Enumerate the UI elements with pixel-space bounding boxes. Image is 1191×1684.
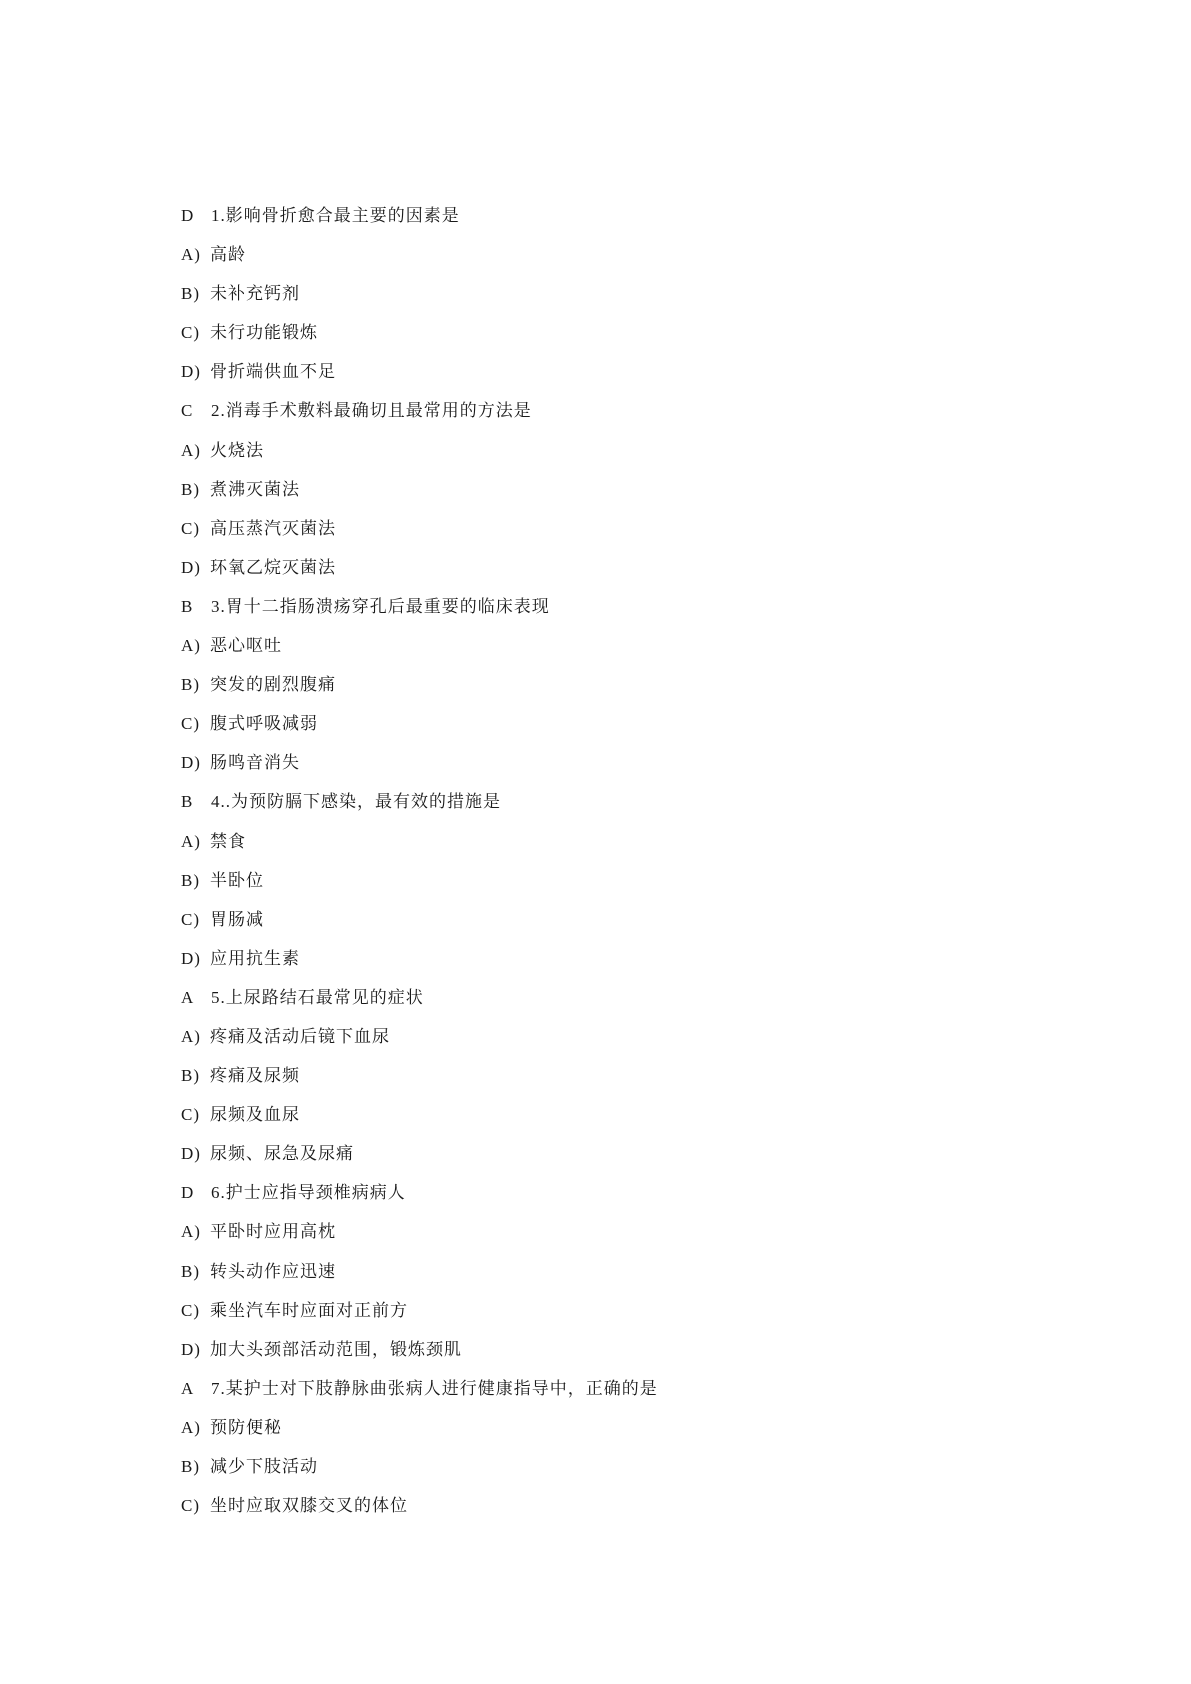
option-letter: D): [181, 557, 201, 577]
answer-key: D: [181, 206, 195, 225]
option-letter: D): [181, 362, 201, 382]
option-text: 疼痛及活动后镜下血尿: [210, 1026, 390, 1046]
option-text: 高压蒸汽灭菌法: [210, 518, 336, 538]
question-stem: [181, 587, 1081, 626]
option-text: 腹式呼吸减弱: [210, 714, 318, 734]
option-text: 未补充钙剂: [210, 284, 300, 304]
option-a: [181, 235, 1081, 274]
option-b: [181, 470, 1081, 509]
option-text: 肠鸣音消失: [210, 753, 300, 773]
option-b: [181, 1447, 1081, 1486]
option-text: 平卧时应用高枕: [210, 1222, 336, 1242]
question-stem: [181, 1369, 1081, 1408]
option-b: [181, 274, 1081, 313]
option-b: [181, 861, 1081, 900]
option-text: 火烧法: [210, 440, 264, 460]
option-a: [181, 1017, 1081, 1056]
question-stem: [181, 391, 1081, 430]
option-letter: C): [181, 1300, 200, 1320]
question-stem: [181, 978, 1081, 1017]
option-c: [181, 704, 1081, 743]
option-c: [181, 1486, 1081, 1525]
question-stem: [181, 782, 1081, 821]
option-b: [181, 665, 1081, 704]
question-text: 7.某护士对下肢静脉曲张病人进行健康指导中，正确的是: [211, 1378, 658, 1398]
option-letter: B): [181, 675, 200, 695]
option-letter: D): [181, 1339, 201, 1359]
option-text: 骨折端供血不足: [210, 362, 336, 382]
option-text: 尿频、尿急及尿痛: [210, 1144, 354, 1164]
option-b: [181, 1252, 1081, 1291]
option-d: [181, 352, 1081, 391]
option-text: 减少下肢活动: [210, 1457, 318, 1476]
option-c: [181, 900, 1081, 939]
question-text: 3.胃十二指肠溃疡穿孔后最重要的临床表现: [211, 596, 550, 616]
option-letter: A): [181, 636, 201, 656]
option-letter: A): [181, 1417, 201, 1437]
option-letter: A): [181, 440, 201, 460]
answer-key: C: [181, 401, 194, 421]
option-letter: C): [181, 323, 200, 343]
option-letter: C): [181, 714, 200, 734]
answer-key: B: [181, 596, 194, 616]
option-text: 尿频及血尿: [210, 1105, 300, 1125]
option-b: [181, 1056, 1081, 1095]
option-text: 高龄: [210, 245, 246, 265]
option-text: 应用抗生素: [210, 948, 300, 968]
question-text: 5.上尿路结石最常见的症状: [211, 987, 424, 1007]
answer-key: D: [181, 1183, 195, 1203]
option-text: 疼痛及尿频: [210, 1066, 300, 1086]
option-letter: B): [181, 1066, 200, 1086]
option-c: [181, 313, 1081, 352]
question-stem: [181, 1173, 1081, 1212]
option-text: 胃肠减: [210, 909, 264, 929]
option-letter: A): [181, 245, 201, 265]
answer-key: A: [181, 987, 195, 1007]
option-text: 煮沸灭菌法: [210, 479, 300, 499]
option-letter: B): [181, 1457, 200, 1476]
option-text: 预防便秘: [210, 1417, 282, 1437]
option-letter: A): [181, 1222, 201, 1242]
option-text: 乘坐汽车时应面对正前方: [210, 1300, 408, 1320]
option-letter: C): [181, 518, 200, 538]
option-c: [181, 509, 1081, 548]
option-a: [181, 1212, 1081, 1251]
question-stem: [181, 196, 1081, 235]
option-text: 未行功能锻炼: [210, 323, 318, 343]
option-letter: D): [181, 948, 201, 968]
option-letter: A): [181, 1026, 201, 1046]
question-text: 4..为预防膈下感染，最有效的措施是: [211, 792, 501, 812]
option-a: [181, 822, 1081, 861]
option-letter: C): [181, 909, 200, 929]
option-a: [181, 431, 1081, 470]
option-text: 突发的剧烈腹痛: [210, 675, 336, 695]
answer-key: A: [181, 1378, 195, 1398]
answer-key: B: [181, 792, 194, 812]
option-letter: D): [181, 1144, 201, 1164]
question-list: [181, 196, 1081, 1525]
option-a: [181, 1408, 1081, 1447]
option-d: [181, 743, 1081, 782]
option-c: [181, 1095, 1081, 1134]
option-a: [181, 626, 1081, 665]
option-text: 加大头颈部活动范围，锻炼颈肌: [210, 1339, 462, 1359]
question-text: 1.影响骨折愈合最主要的因素是: [211, 206, 460, 225]
option-letter: B): [181, 284, 200, 304]
option-c: [181, 1291, 1081, 1330]
option-text: 转头动作应迅速: [210, 1261, 336, 1281]
option-letter: B): [181, 479, 200, 499]
option-d: [181, 1330, 1081, 1369]
option-text: 禁食: [210, 831, 246, 851]
option-letter: C): [181, 1105, 200, 1125]
option-d: [181, 1134, 1081, 1173]
option-letter: A): [181, 831, 201, 851]
option-text: 坐时应取双膝交叉的体位: [210, 1496, 408, 1516]
question-text: 2.消毒手术敷料最确切且最常用的方法是: [211, 401, 532, 421]
option-letter: C): [181, 1496, 200, 1516]
option-text: 环氧乙烷灭菌法: [210, 557, 336, 577]
option-d: [181, 548, 1081, 587]
option-text: 恶心呕吐: [210, 636, 282, 656]
option-letter: B): [181, 1261, 200, 1281]
option-d: [181, 939, 1081, 978]
option-letter: B): [181, 870, 200, 890]
question-text: 6.护士应指导颈椎病病人: [211, 1183, 406, 1203]
option-letter: D): [181, 753, 201, 773]
option-text: 半卧位: [210, 870, 264, 890]
